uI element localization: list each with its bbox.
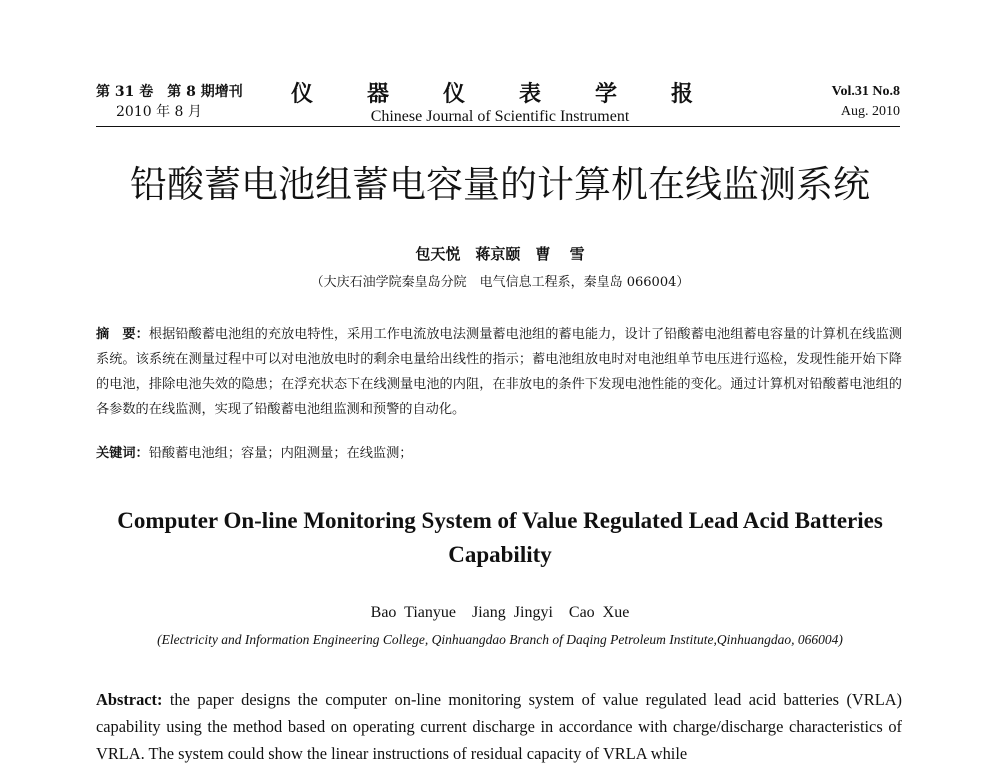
- header-date-en: Aug. 2010: [840, 104, 900, 119]
- authors-cn: 包天悦 蒋京颐 曹 雪: [415, 245, 585, 263]
- abstract-cn-text: 根据铅酸蓄电池组的充放电特性，采用工作电流放电法测量蓄电池组的蓄电能力，设计了铅酸蓄电池组蓄电容量的计算机在线监测系统。该系统在测量过程中可以对电池放电时的剩余电量给出线性的指示；蓄电池组放电时对电池组单节电压进行巡检，发现性能开始下降的电池，排除电池失效的隐患；在浮充状态下在线测量电池的内阻，在非放电的条件下发现电池性能的变化。通过计算机对铅酸蓄电池组的各参数的在线监测，实现了铅酸蓄电池组监测和预警的自动化。: [96, 327, 902, 417]
- paper-title-cn: 铅酸蓄电池组蓄电容量的计算机在线监测系统: [130, 163, 870, 206]
- affiliation-en: (Electricity and Information Engineering College, Qinhuangdao Branch of Daqing Petroleum Institute,Qinhuangdao, 066004): [157, 632, 843, 647]
- header-volume-info-en: [832, 82, 900, 122]
- affiliation-cn: （大庆石油学院秦皇岛分院 电气信息工程系，秦皇岛 066004）: [310, 275, 690, 290]
- journal-name-en: Chinese Journal of Scientific Instrument: [370, 108, 630, 125]
- abstract-cn-label: 摘 要：: [96, 327, 149, 342]
- paper-title-en: Computer On-line Monitoring System of Value Regulated Lead Acid Batteries Capability: [117, 508, 883, 567]
- abstract-cn: [96, 322, 902, 422]
- journal-name-cn: 仪 器 仪 表 学 报: [290, 81, 709, 107]
- header-date-cn: 2010 年 8 月: [116, 104, 202, 120]
- keywords-cn: [96, 444, 902, 464]
- header-volume-cn: 第 31 卷 第 8 期增刊: [96, 84, 243, 100]
- keywords-cn-text: 铅酸蓄电池组；容量；内阻测量；在线监测；: [148, 446, 413, 461]
- abstract-en: [96, 686, 902, 767]
- abstract-en-label: Abstract:: [96, 690, 163, 709]
- abstract-en-text: the paper designs the computer on-line monitoring system of value regulated lead acid batteries (VRLA) capability using the method based on operating current discharge in accordance with charge/discharge characteristics of VRLA. The system could show the linear instructions of residual capacity of VRLA while: [96, 690, 902, 763]
- header-rule: [96, 126, 900, 127]
- authors-en: Bao Tianyue Jiang Jingyi Cao Xue: [370, 604, 630, 621]
- keywords-cn-label: 关键词：: [96, 446, 149, 461]
- header-volume-en: Vol.31 No.8: [831, 84, 900, 99]
